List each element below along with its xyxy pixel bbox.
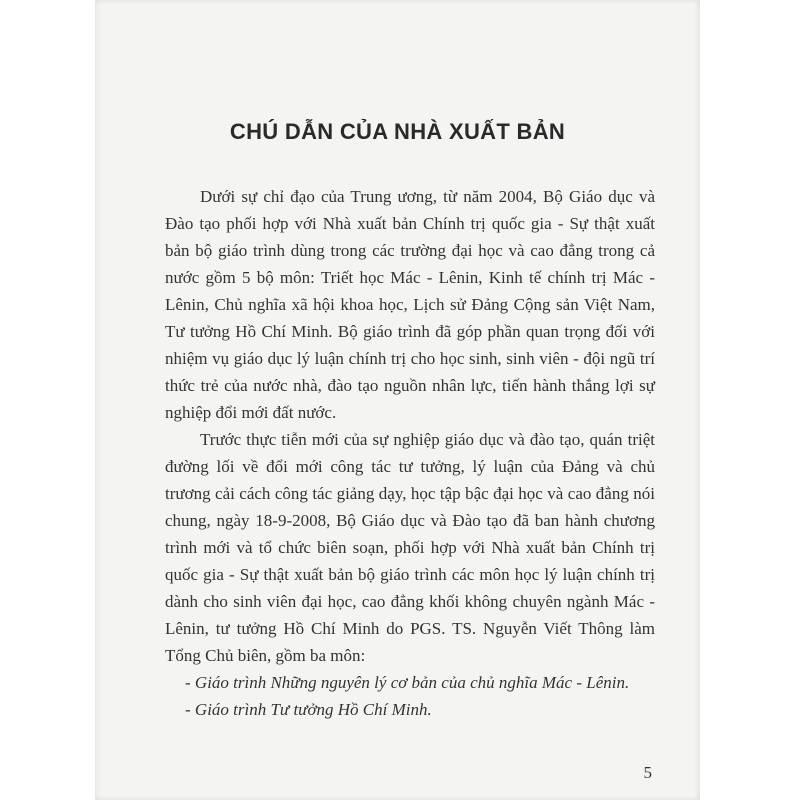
body-text xyxy=(165,183,655,723)
paragraph-1: Dưới sự chỉ đạo của Trung ương, từ năm 2004, Bộ Giáo dục và Đào tạo phối hợp với Nhà xuất bản Chính trị quốc gia - Sự thật xuất bản bộ giáo trình dùng trong các trường đại học và cao đẳng trong cả nước gồm 5 bộ môn: Triết học Mác - Lênin, Kinh tế chính trị Mác - Lênin, Chủ nghĩa xã hội khoa học, Lịch sử Đảng Cộng sản Việt Nam, Tư tưởng Hồ Chí Minh. Bộ giáo trình đã góp phần quan trọng đối với nhiệm vụ giáo dục lý luận chính trị cho học sinh, sinh viên - đội ngũ trí thức trẻ của nước nhà, đào tạo nguồn nhân lực, tiến hành thắng lợi sự nghiệp đổi mới đất nước. xyxy=(165,187,655,422)
book-page xyxy=(95,0,700,800)
paragraph-2: Trước thực tiễn mới của sự nghiệp giáo dục và đào tạo, quán triệt đường lối về đổi mới công tác tư tưởng, lý luận của Đảng và chủ trương cải cách công tác giảng dạy, học tập bậc đại học và cao đẳng nói chung, ngày 18-9-2008, Bộ Giáo dục và Đào tạo đã ban hành chương trình mới và tổ chức biên soạn, phối hợp với Nhà xuất bản Chính trị quốc gia - Sự thật xuất bản bộ giáo trình các môn học lý luận chính trị dành cho sinh viên đại học, cao đẳng khối không chuyên ngành Mác - Lênin, tư tưởng Hồ Chí Minh do PGS. TS. Nguyễn Viết Thông làm Tổng Chủ biên, gồm ba môn: xyxy=(165,430,655,665)
bleed-through-text xyxy=(425,18,675,34)
page-heading: CHÚ DẪN CỦA NHÀ XUẤT BẢN xyxy=(229,119,566,144)
list-item-1: - Giáo trình Những nguyên lý cơ bản của chủ nghĩa Mác - Lênin. xyxy=(185,673,630,692)
list-item-2: - Giáo trình Tư tưởng Hồ Chí Minh. xyxy=(185,700,432,719)
page-number: 5 xyxy=(643,763,652,782)
